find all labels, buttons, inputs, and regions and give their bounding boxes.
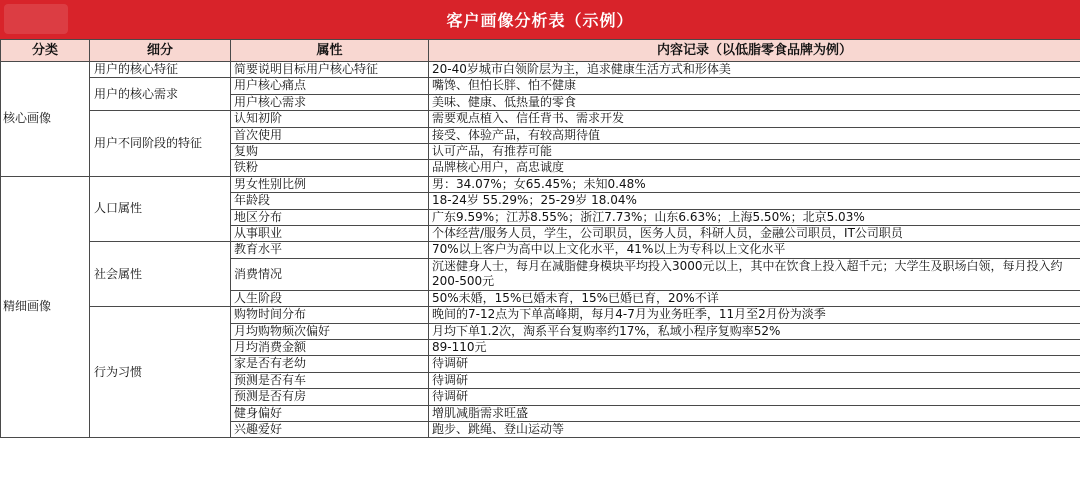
attribute-cell: 铁粉 [231, 160, 429, 176]
content-cell: 嘴馋、但怕长胖、怕不健康 [429, 78, 1080, 94]
subcategory-core-need: 用户的核心需求 [90, 78, 231, 111]
table-row [1, 62, 1080, 78]
content-cell: 待调研 [429, 356, 1080, 372]
content-cell: 70%以上客户为高中以上文化水平，41%以上为专科以上文化水平 [429, 242, 1080, 258]
content-cell: 沉迷健身人士，每月在减脂健身模块平均投入3000元以上，其中在饮食上投入超千元；大学生及职场白领，每月投入约200-500元 [429, 258, 1080, 290]
content-cell: 增肌减脂需求旺盛 [429, 405, 1080, 421]
content-cell: 20-40岁城市白领阶层为主，追求健康生活方式和形体美 [429, 62, 1080, 78]
watermark-logo [4, 4, 68, 34]
subcategory-social: 社会属性 [90, 242, 231, 307]
attribute-cell: 预测是否有房 [231, 389, 429, 405]
attribute-cell: 首次使用 [231, 127, 429, 143]
attribute-cell: 月均购物频次偏好 [231, 323, 429, 339]
category-detail: 精细画像 [1, 176, 90, 438]
attribute-cell: 兴趣爱好 [231, 421, 429, 437]
attribute-cell: 地区分布 [231, 209, 429, 225]
content-cell: 接受、体验产品，有较高期待值 [429, 127, 1080, 143]
attribute-cell: 用户核心痛点 [231, 78, 429, 94]
table-row [1, 307, 1080, 323]
category-core: 核心画像 [1, 62, 90, 177]
attribute-cell: 家是否有老幼 [231, 356, 429, 372]
attribute-cell: 预测是否有车 [231, 372, 429, 388]
content-cell: 个体经营/服务人员，学生，公司职员，医务人员，科研人员，金融公司职员，IT公司职员 [429, 226, 1080, 242]
content-cell: 跑步、跳绳、登山运动等 [429, 421, 1080, 437]
table-row [1, 78, 1080, 94]
content-cell: 男：34.07%；女65.45%；未知0.48% [429, 176, 1080, 192]
table-title: 客户画像分析表（示例） [446, 11, 634, 30]
attribute-cell: 人生阶段 [231, 290, 429, 306]
content-cell: 晚间的7-12点为下单高峰期，每月4-7月为业务旺季，11月至2月份为淡季 [429, 307, 1080, 323]
attribute-cell: 从事职业 [231, 226, 429, 242]
content-cell: 需要观点植入、信任背书、需求开发 [429, 111, 1080, 127]
col-header-attribute: 属性 [231, 40, 429, 62]
table-title-bar [0, 0, 1080, 39]
attribute-cell: 月均消费金额 [231, 339, 429, 355]
attribute-cell: 年龄段 [231, 193, 429, 209]
subcategory-stage-feature: 用户不同阶段的特征 [90, 111, 231, 177]
content-cell: 认可产品，有推荐可能 [429, 144, 1080, 160]
attribute-cell: 简要说明目标用户核心特征 [231, 62, 429, 78]
attribute-cell: 复购 [231, 144, 429, 160]
col-header-category: 分类 [1, 40, 90, 62]
attribute-cell: 教育水平 [231, 242, 429, 258]
table-row [1, 111, 1080, 127]
content-cell: 18-24岁 55.29%；25-29岁 18.04% [429, 193, 1080, 209]
attribute-cell: 用户核心需求 [231, 94, 429, 110]
attribute-cell: 消费情况 [231, 258, 429, 290]
content-cell: 50%未婚，15%已婚未育，15%已婚已育，20%不详 [429, 290, 1080, 306]
col-header-subcategory: 细分 [90, 40, 231, 62]
content-cell: 品牌核心用户，高忠诚度 [429, 160, 1080, 176]
subcategory-core-feature: 用户的核心特征 [90, 62, 231, 78]
attribute-cell: 认知初阶 [231, 111, 429, 127]
content-cell: 美味、健康、低热量的零食 [429, 94, 1080, 110]
table-row [1, 176, 1080, 192]
table-row [1, 242, 1080, 258]
content-cell: 广东9.59%；江苏8.55%；浙江7.73%；山东6.63%；上海5.50%；北京5.03% [429, 209, 1080, 225]
subcategory-population: 人口属性 [90, 176, 231, 242]
table-header-row [1, 40, 1080, 62]
content-cell: 月均下单1.2次，淘系平台复购率约17%，私域小程序复购率52% [429, 323, 1080, 339]
attribute-cell: 购物时间分布 [231, 307, 429, 323]
attribute-cell: 男女性别比例 [231, 176, 429, 192]
content-cell: 待调研 [429, 372, 1080, 388]
content-cell: 待调研 [429, 389, 1080, 405]
customer-profile-table [0, 39, 1080, 438]
col-header-content: 内容记录（以低脂零食品牌为例） [429, 40, 1080, 62]
subcategory-behavior: 行为习惯 [90, 307, 231, 438]
attribute-cell: 健身偏好 [231, 405, 429, 421]
content-cell: 89-110元 [429, 339, 1080, 355]
